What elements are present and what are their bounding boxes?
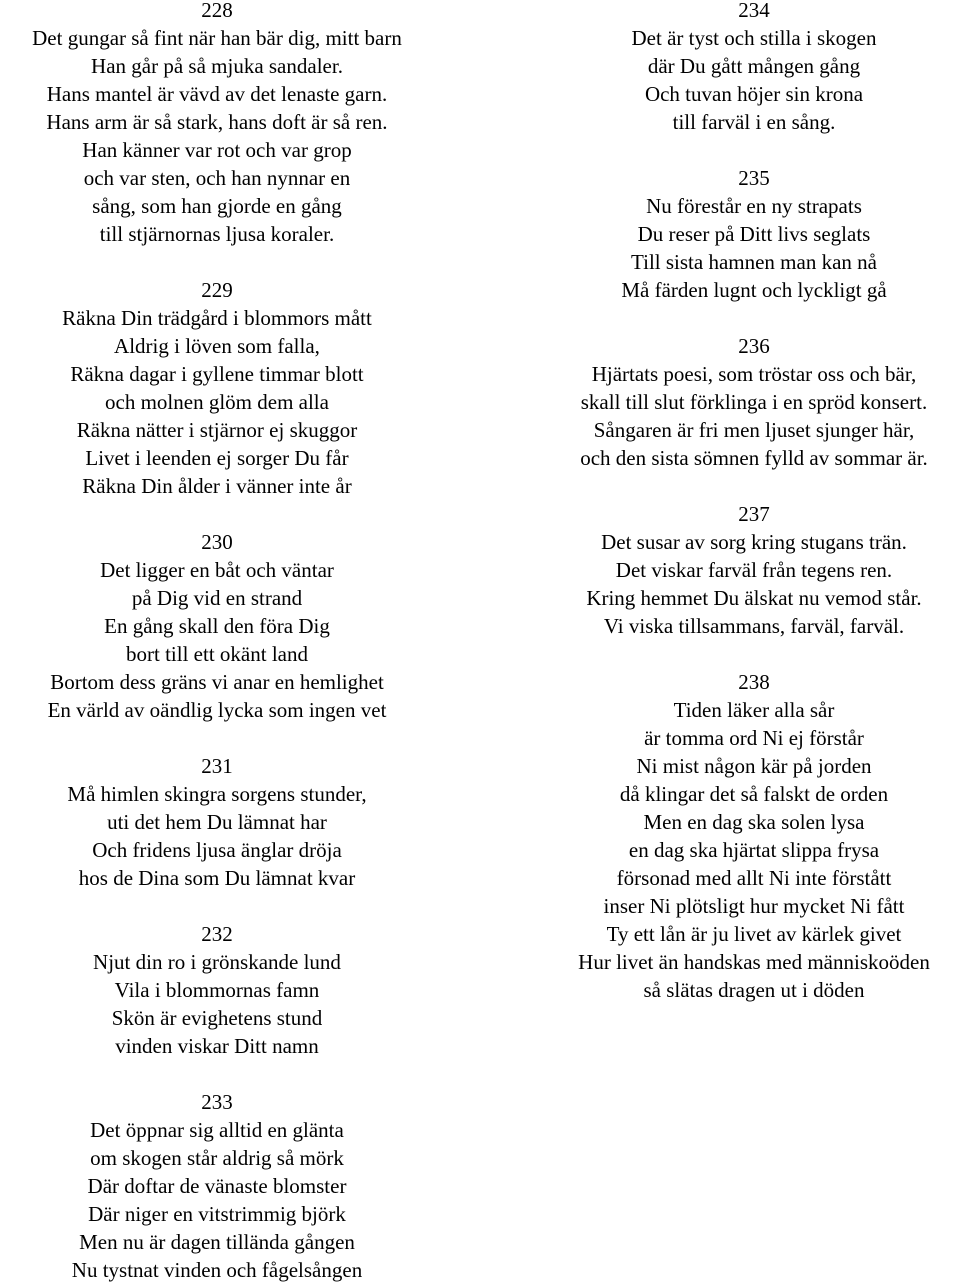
verse-line: om skogen står aldrig så mörk — [90, 1146, 344, 1170]
verse-line: Till sista hamnen man kan nå — [631, 250, 877, 274]
verse-line: och var sten, och han nynnar en — [83, 166, 351, 190]
verse-line: skall till slut förklinga i en spröd konsert. — [580, 390, 928, 414]
verse-230 — [48, 528, 387, 724]
verse-line: Vila i blommornas famn — [114, 978, 320, 1002]
verse-line: på Dig vid en strand — [131, 586, 303, 610]
verse-line: Du reser på Ditt livs seglats — [637, 222, 871, 246]
verse-234 — [632, 0, 877, 136]
verse-line: Tiden läker alla sår — [673, 698, 835, 722]
verse-number: 230 — [201, 530, 233, 554]
verse-line: Må färden lugnt och lyckligt gå — [621, 278, 887, 302]
verse-line: Bortom dess gräns vi anar en hemlighet — [50, 670, 384, 694]
verse-line: Han känner var rot och var grop — [82, 138, 352, 162]
verse-line: Räkna nätter i stjärnor ej skuggor — [76, 418, 358, 442]
verse-number: 237 — [738, 502, 770, 526]
verse-line: Men nu är dagen tilländа gången — [79, 1230, 355, 1254]
verse-line: till farväl i en sång. — [672, 110, 836, 134]
verse-line: där Du gått mången gång — [647, 54, 861, 78]
verse-line: Räkna dagar i gyllene timmar blott — [70, 362, 364, 386]
verse-line: Sångaren är fri men ljuset sjunger här, — [593, 418, 915, 442]
verse-line: Det viskar farväl från tegens ren. — [615, 558, 893, 582]
verse-line: Må himlen skingra sorgens stunder, — [67, 782, 367, 806]
verse-line: vinden viskar Ditt namn — [115, 1034, 319, 1058]
verse-233 — [72, 1088, 362, 1284]
verse-line: Hans mantel är vävd av det lenaste garn. — [46, 82, 388, 106]
verse-236 — [580, 332, 928, 472]
verse-231 — [67, 752, 366, 892]
verse-line: Kring hemmet Du älskat nu vemod står. — [586, 586, 922, 610]
verse-line: inser Ni plötsligt hur mycket Ni fått — [603, 894, 905, 918]
verse-line: sång, som han gjorde en gång — [92, 194, 342, 218]
verse-line: Nu förestår en ny strapats — [646, 194, 862, 218]
verse-228 — [32, 0, 402, 248]
verse-line: Ty ett lån är ju livet av kärlek givet — [606, 922, 902, 946]
verse-232 — [93, 920, 341, 1060]
verse-line: Det öppnar sig alltid en glänta — [90, 1118, 344, 1142]
verse-line: Livet i leenden ej sorger Du får — [85, 446, 349, 470]
verse-line: Räkna Din ålder i vänner inte år — [82, 474, 352, 498]
verse-line: Hans arm är så stark, hans doft är så ren. — [46, 110, 388, 134]
verse-line: så slätas dragen ut i döden — [643, 978, 865, 1002]
verse-line: Det gungar så fint när han bär dig, mitt barn — [32, 26, 402, 50]
verse-number: 238 — [738, 670, 770, 694]
verse-line: en dag ska hjärtat slippa frysa — [628, 838, 880, 862]
verse-line: bort till ett okänt land — [126, 642, 308, 666]
verse-235 — [621, 164, 886, 304]
verse-number: 229 — [201, 278, 233, 302]
verse-line: Där niger en vitstrimmig björk — [88, 1202, 346, 1226]
verse-line: Vi viska tillsammans, farväl, farväl. — [603, 614, 905, 638]
verse-line: Och tuvan höjer sin krona — [644, 82, 864, 106]
verse-line: Räkna Din trädgård i blommors mått — [62, 306, 372, 330]
verse-line: Han går på så mjuka sandaler. — [91, 54, 343, 78]
verse-line: Njut din ro i grönskande lund — [93, 950, 341, 974]
right-verse-column — [548, 0, 960, 1004]
verse-line: Aldrig i löven som falla, — [114, 334, 320, 358]
verse-line: Skön är evighetens stund — [111, 1006, 323, 1030]
verse-line: Och fridens ljusa änglar dröja — [92, 838, 342, 862]
verse-line: Hur livet än handskas med människoöden — [578, 950, 930, 974]
verse-number: 235 — [738, 166, 770, 190]
verse-line: En värld av oändlig lycka som ingen vet — [47, 698, 387, 722]
verse-line: hos de Dina som Du lämnat kvar — [78, 866, 356, 890]
verse-line: uti det hem Du lämnat har — [107, 810, 327, 834]
verse-line: och den sista sömnen fylld av sommar är. — [580, 446, 928, 470]
left-verse-column — [0, 0, 434, 1284]
verse-line: till stjärnornas ljusa koraler. — [99, 222, 335, 246]
verse-number: 236 — [738, 334, 770, 358]
verse-line: En gång skall den föra Dig — [104, 614, 330, 638]
verse-line: och molnen glöm dem alla — [105, 390, 329, 414]
verse-line: Det susar av sorg kring stugans trän. — [601, 530, 907, 554]
verse-number: 232 — [201, 922, 233, 946]
verse-number: 234 — [738, 0, 770, 22]
verse-number: 231 — [201, 754, 233, 778]
verse-line: är tomma ord Ni ej förstår — [644, 726, 864, 750]
verse-line: då klingar det så falskt de orden — [619, 782, 889, 806]
verse-229 — [62, 276, 372, 500]
verse-line: Men en dag ska solen lysa — [643, 810, 865, 834]
verse-237 — [586, 500, 921, 640]
verse-number: 228 — [201, 0, 233, 22]
verse-line: Där doftar de vänaste blomster — [87, 1174, 347, 1198]
verse-line: Det ligger en båt och väntar — [100, 558, 334, 582]
verse-line: försonad med allt Ni inte förstått — [616, 866, 892, 890]
verse-line: Nu tystnat vinden och fågelsången — [71, 1258, 363, 1282]
verse-238 — [578, 668, 930, 1004]
verse-line: Ni mist någon kär på jorden — [636, 754, 872, 778]
verse-line: Det är tyst och stilla i skogen — [631, 26, 877, 50]
verse-number: 233 — [201, 1090, 233, 1114]
verse-line: Hjärtats poesi, som tröstar oss och bär, — [591, 362, 917, 386]
